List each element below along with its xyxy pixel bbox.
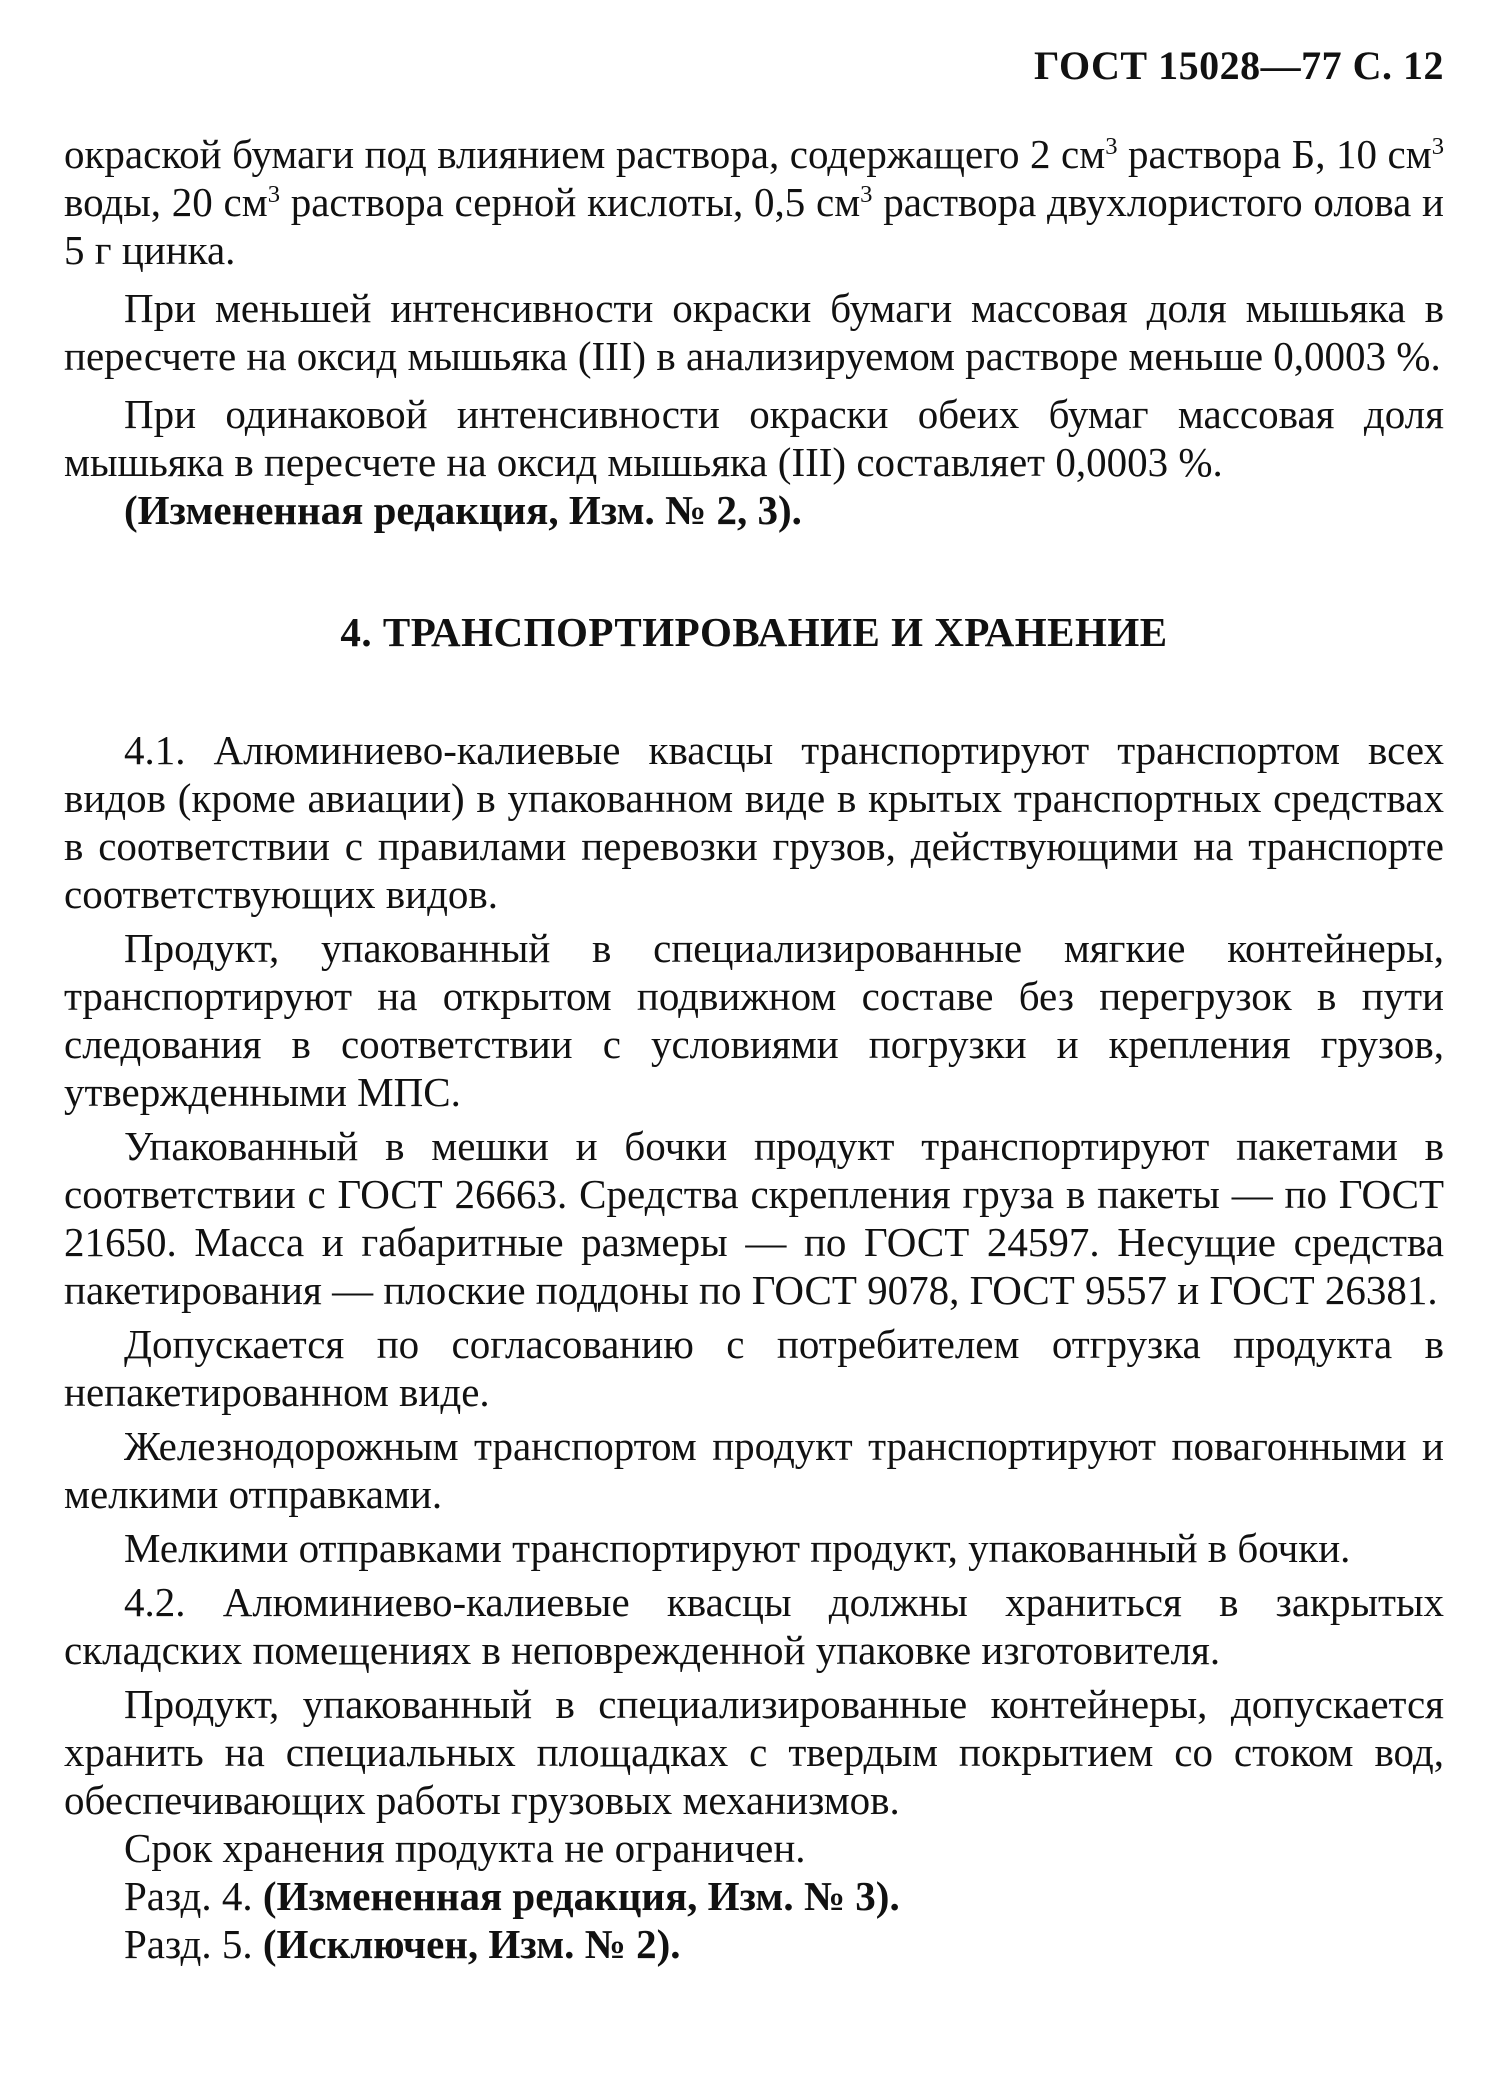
amendment-prefix: Разд. 4.: [124, 1873, 263, 1919]
intro-text-c: воды, 20 см: [64, 179, 268, 225]
intro-text-a: окраской бумаги под влиянием раствора, содержащего 2 см: [64, 131, 1106, 177]
section-paragraph: Допускается по согласованию с потребителем отгрузка продукта в непакетированном виде.: [64, 1321, 1444, 1415]
section-paragraph: Упакованный в мешки и бочки продукт транспортируют пакетами в соответствии с ГОСТ 26663. Средства скрепления груза в пакеты — по ГОСТ 21650. Масса и габаритные размеры — по ГОСТ 24597. Несущие средства пакетирования — плоские поддоны по ГОСТ 9078, ГОСТ 9557 и ГОСТ 26381.: [64, 1123, 1444, 1313]
section-paragraph: Железнодорожным транспортом продукт транспортируют повагонными и мелкими отправками.: [64, 1423, 1444, 1517]
section-paragraph: 4.1. Алюминиево-калиевые квасцы транспортируют транспортом всех видов (кроме авиации) в упакованном виде в крытых транспортных средствах в соответствии с правилами перевозки грузов, действующими на транспорте соответствующих видов.: [64, 727, 1444, 917]
section-paragraph: Продукт, упакованный в специализированные мягкие контейнеры, транспортируют на открытом подвижном составе без перегрузок в пути следования в соответствии с условиями погрузки и крепления грузов, утвержденными МПС.: [64, 925, 1444, 1115]
intro-paragraph-3: При одинаковой интенсивности окраски обеих бумаг массовая доля мышьяка в пересчете на оксид мышьяка (III) составляет 0,0003 %.: [64, 391, 1444, 485]
amendment-bold: (Исключен, Изм. № 2).: [262, 1921, 681, 1967]
section-paragraph: 4.2. Алюминиево-калиевые квасцы должны храниться в закрытых складских помещениях в неповрежденной упаковке изготовителя.: [64, 1579, 1444, 1673]
superscript: 3: [267, 181, 280, 209]
intro-paragraph-1: [64, 130, 1444, 274]
amendment-prefix: Разд. 5.: [124, 1921, 263, 1967]
section-paragraph: Продукт, упакованный в специализированные контейнеры, допускается хранить на специальных площадках с твердым покрытием со стоком вод, обеспечивающих работы грузовых механизмов.: [64, 1681, 1444, 1823]
section-amendment-2: [64, 1920, 1444, 1968]
section-amendment-1: [64, 1872, 1444, 1920]
document-body: [64, 130, 1444, 1968]
intro-paragraph-2: При меньшей интенсивности окраски бумаги массовая доля мышьяка в пересчете на оксид мышьяка (III) в анализируемом растворе меньше 0,0003 %.: [64, 285, 1444, 379]
section-paragraph: Срок хранения продукта не ограничен.: [124, 1825, 806, 1871]
superscript: 3: [1105, 133, 1118, 161]
superscript: 3: [1431, 133, 1444, 161]
amendment-bold: (Измененная редакция, Изм. № 3).: [262, 1873, 900, 1919]
intro-text-d: раствора серной кислоты, 0,5 см: [279, 179, 861, 225]
superscript: 3: [860, 181, 873, 209]
section-title: 4. ТРАНСПОРТИРОВАНИЕ И ХРАНЕНИЕ: [340, 609, 1168, 655]
section-paragraph: Мелкими отправками транспортируют продукт, упакованный в бочки.: [124, 1525, 1351, 1571]
intro-text-e: раствора двухлористого олова и 5 г цинка.: [64, 179, 1444, 273]
amendment-note: (Измененная редакция, Изм. № 2, 3).: [124, 487, 802, 533]
page-header: ГОСТ 15028—77 С. 12: [1033, 43, 1444, 88]
intro-text-b: раствора Б, 10 см: [1117, 131, 1432, 177]
